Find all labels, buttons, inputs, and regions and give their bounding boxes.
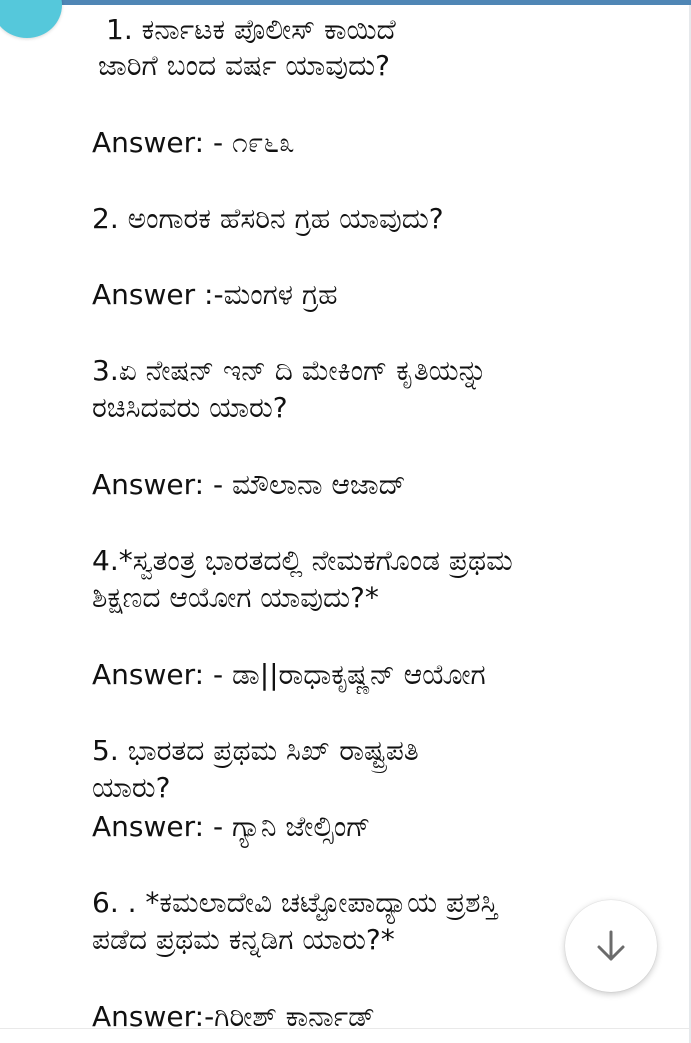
question-4-line-1: 4.*ಸ್ವತಂತ್ರ ಭಾರತದಲ್ಲಿ ನೇಮಕಗೊಂಡ ಪ್ರಥಮ: [92, 544, 513, 577]
question-1-line-1: 1. ಕರ್ನಾಟಕ ಪೊಲೀಸ್ ಕಾಯಿದೆ: [106, 13, 396, 46]
question-6-line-2: ಪಡೆದ ಪ್ರಥಮ ಕನ್ನಡಿಗ ಯಾರು?*: [92, 923, 395, 956]
question-5-line-2: ಯಾರು?: [92, 771, 171, 804]
arrow-down-icon: [593, 928, 629, 964]
question-5-line-1: 5. ಭಾರತದ ಪ್ರಥಮ ಸಿಖ್ ರಾಷ್ಟ್ರಪತಿ: [92, 734, 419, 767]
answer-3: Answer: - ಮೌಲಾನಾ ಆಜಾದ್: [92, 468, 406, 501]
answer-6: Answer:-ಗಿರೀಶ್ ಕಾರ್ನಾಡ್: [92, 1000, 376, 1029]
answer-2: Answer :-ಮಂಗಳ ಗ್ರಹ: [92, 278, 338, 311]
channel-badge[interactable]: [0, 0, 62, 38]
question-4-line-2: ಶಿಕ್ಷಣದ ಆಯೋಗ ಯಾವುದು?*: [92, 581, 379, 614]
answer-5: Answer: - ಗ್ಯಾನಿ ಜೇಲ್ಸಿಂಗ್: [92, 810, 371, 843]
answer-1: Answer: - ೧೯೬೩: [92, 126, 295, 159]
message-body: [92, 0, 652, 1029]
question-3-line-2: ರಚಿಸಿದವರು ಯಾರು?: [92, 391, 288, 424]
question-6-line-1: 6. . *ಕಮಲಾದೇವಿ ಚಟ್ಟೋಪಾದ್ಯಾಯ ಪ್ರಶಸ್ತಿ: [92, 886, 498, 919]
question-1-line-2: ಜಾರಿಗೆ ಬಂದ ವರ್ಷ ಯಾವುದು?: [98, 49, 390, 82]
question-2-line-1: 2. ಅಂಗಾರಕ ಹೆಸರಿನ ಗ್ರಹ ಯಾವುದು?: [92, 202, 444, 235]
question-3-line-1: 3.ಏ ನೇಷನ್ ಇನ್ ದಿ ಮೇಕಿಂಗ್ ಕೃತಿಯನ್ನು: [92, 354, 487, 387]
answer-4: Answer: - ಡಾ||ರಾಧಾಕೃಷ್ಣನ್ ಆಯೋಗ: [92, 658, 486, 691]
scroll-down-button[interactable]: [565, 900, 657, 992]
